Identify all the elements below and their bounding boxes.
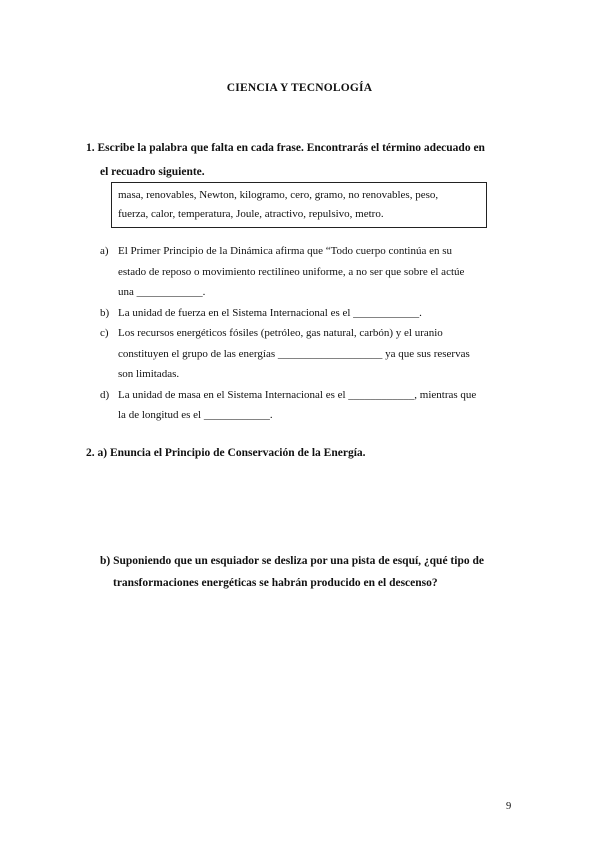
fill-in-items xyxy=(100,241,520,426)
item-line: La unidad de masa en el Sistema Internacional es el ____________, mientras que xyxy=(118,388,477,401)
item-a xyxy=(100,241,520,303)
word-bank-line-1: masa, renovables, Newton, kilogramo, cero, gramo, no renovables, peso, xyxy=(118,189,439,201)
item-line: la de longitud es el ____________. xyxy=(118,409,273,421)
word-bank-line-2: fuerza, calor, temperatura, Joule, atractivo, repulsivo, metro. xyxy=(118,208,384,220)
question-2b-line-2: transformaciones energéticas se habrán producido en el descenso? xyxy=(113,577,438,589)
question-1-line-1: Escribe la palabra que falta en cada frase. Encontrarás el término adecuado en xyxy=(97,142,485,154)
item-d xyxy=(100,385,520,426)
question-1-number: 1. xyxy=(86,142,95,154)
question-2b xyxy=(100,550,520,594)
item-line: son limitadas. xyxy=(118,368,180,380)
item-line: Los recursos energéticos fósiles (petróleo, gas natural, carbón) y el uranio xyxy=(118,327,443,339)
question-1-line-2: el recuadro siguiente. xyxy=(100,166,205,178)
item-line: estado de reposo o movimiento rectilíneo uniforme, a no ser que sobre el actúe xyxy=(118,265,465,278)
item-label: d) xyxy=(100,388,110,401)
item-label: b) xyxy=(100,306,110,319)
item-line: una ____________. xyxy=(118,286,206,298)
item-label: a) xyxy=(100,245,109,257)
question-2b-line-1: b) Suponiendo que un esquiador se desliza por una pista de esquí, ¿qué tipo de xyxy=(100,555,484,567)
item-b xyxy=(100,303,520,324)
item-line: constituyen el grupo de las energías ___________________ ya que sus reservas xyxy=(118,347,470,360)
item-c xyxy=(100,323,520,385)
question-2a: 2. a) Enuncia el Principio de Conservación de la Energía. xyxy=(86,447,366,459)
item-line: La unidad de fuerza en el Sistema Internacional es el ____________. xyxy=(118,306,422,319)
word-bank-box xyxy=(111,182,487,228)
item-label: c) xyxy=(100,327,109,339)
question-1 xyxy=(86,136,516,184)
item-line: El Primer Principio de la Dinámica afirma que “Todo cuerpo continúa en su xyxy=(118,245,453,257)
page-number: 9 xyxy=(506,801,512,812)
page-title: CIENCIA Y TECNOLOGÍA xyxy=(226,82,373,94)
